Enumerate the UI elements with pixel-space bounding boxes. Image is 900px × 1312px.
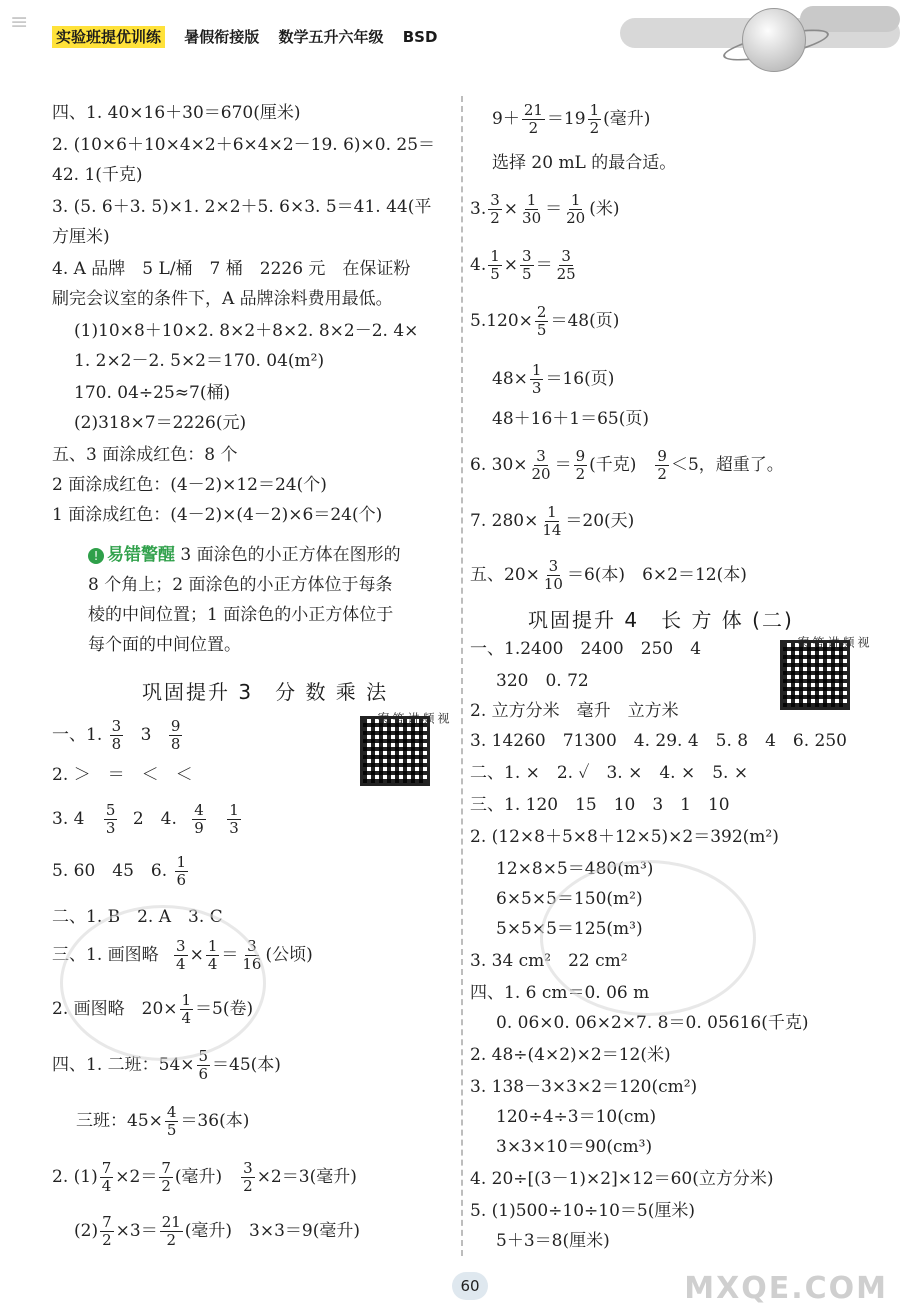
subject-label: 数学五升六年级 [278, 28, 384, 46]
answer-line: 2. 立方分米 毫升 立方米 [470, 701, 679, 721]
cloud-decoration-2 [800, 6, 900, 32]
answer-line: (1)10×8＋10×2. 8×2＋8×2. 8×2－2. 4× [74, 321, 419, 341]
answer-line: 9＋ $\frac{21}{2}$ ＝19 $\frac{1}{2}$ (毫升) [492, 101, 651, 137]
answer-line: (2) $\frac{7}{2}$ ×3＝ $\frac{21}{2}$ (毫升) 3×3＝9(毫升) [74, 1213, 361, 1249]
answer-line: 一、1. $\frac{3}{8}$ 3 $\frac{9}{8}$ [52, 717, 181, 753]
publisher-label: BSD [402, 28, 438, 46]
corner-decoration: ≡ [10, 10, 29, 35]
answer-line: 一、1.2400 2400 250 4 [470, 639, 702, 659]
answer-line: 5. (1)500÷10÷10＝5(厘米) [470, 1201, 695, 1221]
answer-line: 6. 30× $\frac{3}{20}$ ＝ $\frac{9}{2}$ (千克) $\frac{9}{2}$ ＜5，超重了。 [470, 447, 784, 483]
answer-line: 48＋16＋1＝65(页) [492, 409, 649, 429]
page-header [0, 0, 900, 95]
planet-icon [742, 8, 806, 72]
answer-line: 5.120× $\frac{2}{5}$ ＝48(页) [470, 303, 620, 339]
column-divider [461, 96, 463, 1256]
answer-line: 三班：45× $\frac{4}{5}$ ＝36(本) [76, 1103, 250, 1139]
answer-line: 5×5×5＝125(m³) [496, 919, 643, 939]
warning-text: 每个面的中间位置。 [88, 635, 241, 655]
page-number: 60 [452, 1272, 488, 1300]
answer-line: 120÷4÷3＝10(cm) [496, 1107, 657, 1127]
answer-line: 2 面涂成红色：(4－2)×12＝24(个) [52, 475, 327, 495]
answer-line: 2. 画图略 20× $\frac{1}{4}$ ＝5(卷) [52, 991, 254, 1027]
answer-line: 4. $\frac{1}{5}$ × $\frac{3}{5}$ ＝ $\frac{3}{25}$ [470, 247, 576, 283]
answer-line: 4. 20÷[(3－1)×2]×12＝60(立方分米) [470, 1169, 774, 1189]
warning-text: 棱的中间位置；1 面涂色的小正方体位于 [88, 605, 394, 625]
stamp-watermark [540, 860, 756, 1016]
qr-label: 视频讲答案 [376, 712, 450, 724]
answer-line: 五、3 面涂成红色：8 个 [52, 445, 238, 465]
answer-line: 4. A 品牌 5 L/桶 7 桶 2226 元 在保证粉 [52, 259, 411, 279]
answer-line: 5＋3＝8(厘米) [496, 1231, 610, 1251]
answer-line: 2. (1) $\frac{7}{4}$ ×2＝ $\frac{7}{2}$ (毫升) $\frac{3}{2}$ ×2＝3(毫升) [52, 1159, 357, 1195]
answer-line: 2. (12×8＋5×8＋12×5)×2＝392(m²) [470, 827, 779, 847]
answer-line: 5. 60 45 6. $\frac{1}{6}$ [52, 853, 187, 889]
answer-line: 2. (10×6＋10×4×2＋6×4×2－19. 6)×0. 25＝ [52, 135, 436, 155]
series-title: 实验班提优训练 [52, 26, 165, 48]
answer-line: 7. 280× $\frac{1}{14}$ ＝20(天) [470, 503, 635, 539]
answer-line: 320 0. 72 [496, 671, 589, 691]
answer-line: 3×3×10＝90(cm³) [496, 1137, 653, 1157]
answer-line: 3. 14260 71300 4. 29. 4 5. 8 4 6. 250 [470, 731, 847, 751]
warning-icon: ! [88, 548, 104, 564]
answer-line: 2. ＞ ＝ ＜ ＜ [52, 765, 193, 785]
answer-line: 三、1. 120 15 10 3 1 10 [470, 795, 730, 815]
answer-line: 170. 04÷25≈7(桶) [74, 383, 231, 403]
answer-line: 3. 138－3×3×2＝120(cm²) [470, 1077, 698, 1097]
qr-code-icon[interactable] [360, 716, 430, 786]
warning-text: 8 个角上；2 面涂色的小正方体位于每条 [88, 575, 393, 595]
answer-line: 1 面涂成红色：(4－2)×(4－2)×6＝24(个) [52, 505, 383, 525]
answer-line: 2. 48÷(4×2)×2＝12(米) [470, 1045, 671, 1065]
answer-line: (2)318×7＝2226(元) [74, 413, 247, 433]
answer-line: 3. 34 cm² 22 cm² [470, 951, 628, 971]
header-bar [52, 26, 451, 47]
answer-line: 四、1. 40×16＋30＝670(厘米) [52, 103, 301, 123]
answer-line: 四、1. 二班：54× $\frac{5}{6}$ ＝45(本) [52, 1047, 281, 1083]
answer-line: 3. $\frac{3}{2}$ × $\frac{1}{30}$ ＝ $\frac{1}{20}$ (米) [470, 191, 620, 227]
warning-note [88, 544, 401, 566]
answer-line: 42. 1(千克) [52, 165, 143, 185]
answer-line: 三、1. 画图略 $\frac{3}{4}$ × $\frac{1}{4}$ ＝ $\frac{3}{16}$ (公顷) [52, 937, 313, 973]
qr-code-icon[interactable] [780, 640, 850, 710]
answer-line: 6×5×5＝150(m²) [496, 889, 643, 909]
answer-line: 方厘米) [52, 227, 110, 247]
site-watermark: MXQE.COM [684, 1271, 888, 1306]
stamp-watermark [60, 905, 266, 1061]
answer-line: 五、20× $\frac{3}{10}$ ＝6(本) 6×2＝12(本) [470, 557, 747, 593]
answer-line: 选择 20 mL 的最合适。 [492, 153, 677, 173]
answer-line: 12×8×5＝480(m³) [496, 859, 654, 879]
section-title: 巩固提升 4 长 方 体 (二) [528, 608, 794, 632]
warning-label: 易错警醒 [107, 545, 175, 565]
answer-line: 二、1. B 2. A 3. C [52, 907, 223, 927]
answer-line: 3. (5. 6＋3. 5)×1. 2×2＋5. 6×3. 5＝41. 44(平 [52, 197, 432, 217]
qr-label: 视频讲答案 [796, 636, 870, 648]
section-title: 巩固提升 3 分 数 乘 法 [142, 680, 389, 704]
answer-line: 48× $\frac{1}{3}$ ＝16(页) [492, 361, 615, 397]
answer-line: 3. 4 $\frac{5}{3}$ 2 4. $\frac{4}{9}$ $\frac{1}{3}$ [52, 801, 239, 837]
edition-label: 暑假衔接版 [184, 28, 260, 46]
warning-text: 3 面涂色的小正方体在图形的 [180, 545, 401, 565]
answer-line: 1. 2×2－2. 5×2＝170. 04(m²) [74, 351, 325, 371]
answer-line: 四、1. 6 cm＝0. 06 m [470, 983, 650, 1003]
answer-line: 0. 06×0. 06×2×7. 8＝0. 05616(千克) [496, 1013, 809, 1033]
answer-line: 二、1. × 2. ✓ 3. × 4. × 5. × [470, 763, 749, 783]
answer-line: 刷完会议室的条件下，A 品牌涂料费用最低。 [52, 289, 393, 309]
